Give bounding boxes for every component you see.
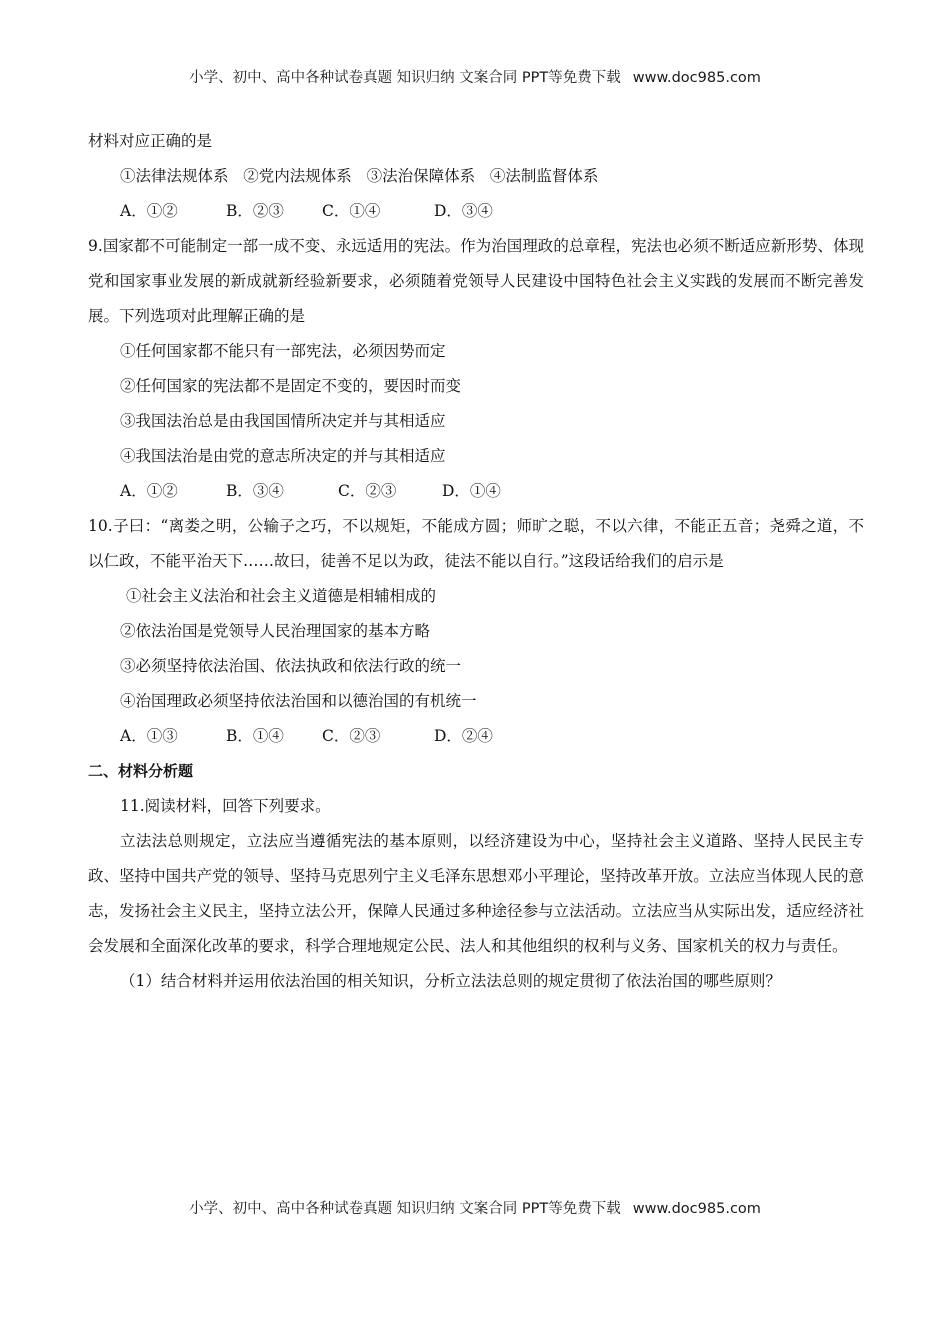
q9-options: [88, 474, 864, 509]
q9-option-c: C．②③: [338, 482, 397, 500]
q10-option-b: B．①④: [226, 727, 284, 745]
document-body: [88, 124, 864, 999]
q8-option-d: D．③④: [434, 202, 493, 220]
q10-item-1: ①社会主义法治和社会主义道德是相辅相成的: [126, 587, 437, 605]
q8-option-b: B．②③: [226, 202, 284, 220]
q10-option-d: D．②④: [434, 727, 493, 745]
q10-item-3: ③必须坚持依法治国、依法执政和依法行政的统一: [120, 657, 462, 675]
q8-items: [88, 159, 864, 194]
q10-options: [88, 719, 864, 754]
header-text: 小学、初中、高中各种试卷真题 知识归纳 文案合同 PPT等免费下载: [189, 70, 621, 86]
q9-item-3: ③我国法治总是由我国国情所决定并与其相适应: [120, 412, 446, 430]
q10-item-4: ④治国理政必须坚持依法治国和以德治国的有机统一: [120, 692, 477, 710]
q11-sub-question-1: （1）结合材料并运用依法治国的相关知识，分析立法法总则的规定贯彻了依法治国的哪些原则？: [120, 972, 781, 990]
q10-item-2: ②依法治国是党领导人民治理国家的基本方略: [120, 622, 431, 640]
page-header: [0, 66, 950, 87]
q10-option-c: C．②③: [322, 727, 381, 745]
q9-item-4: ④我国法治是由党的意志所决定的并与其相适应: [120, 447, 446, 465]
q8-options: [88, 194, 864, 229]
q11-intro: 11.阅读材料，回答下列要求。: [120, 797, 331, 815]
q9-item-2: ②任何国家的宪法都不是固定不变的，要因时而变: [120, 377, 462, 395]
q8-stem-tail: 材料对应正确的是: [88, 132, 213, 150]
footer-text: 小学、初中、高中各种试卷真题 知识归纳 文案合同 PPT等免费下载: [189, 1201, 621, 1217]
q10-option-a: A．①③: [120, 727, 178, 745]
q8-item-1: ①法律法规体系: [120, 167, 229, 185]
q8-item-4: ④法制监督体系: [489, 167, 599, 185]
q9-item-1: ①任何国家都不能只有一部宪法，必须因势而定: [120, 342, 446, 360]
header-site-link[interactable]: www.doc985.com: [632, 70, 761, 86]
q8-item-2: ②党内法规体系: [243, 167, 352, 185]
q8-item-3: ③法治保障体系: [366, 167, 476, 185]
q11-material: 立法法总则规定，立法应当遵循宪法的基本原则，以经济建设为中心，坚持社会主义道路、坚持人民民主专政、坚持中国共产党的领导、坚持马克思列宁主义毛泽东思想邓小平理论，坚持改革开放。立法应当体现人民的意志，发扬社会主义民主，坚持立法公开，保障人民通过多种途径参与立法活动。立法应当从实际出发，适应经济社会发展和全面深化改革的要求，科学合理地规定公民、法人和其他组织的权利与义务、国家机关的权力与责任。: [88, 832, 864, 955]
q8-option-c: C．①④: [322, 202, 381, 220]
page-footer: [0, 1197, 950, 1218]
q9-option-a: A．①②: [120, 482, 178, 500]
q9-option-d: D．①④: [442, 482, 501, 500]
q9-option-b: B．③④: [226, 482, 284, 500]
q8-option-a: A．①②: [120, 202, 178, 220]
q9-stem: 9.国家都不可能制定一部一成不变、永远适用的宪法。作为治国理政的总章程，宪法也必须不断适应新形势、体现党和国家事业发展的新成就新经验新要求，必须随着党领导人民建设中国特色社会主义实践的发展而不断完善发展。下列选项对此理解正确的是: [88, 237, 864, 325]
section-title: 二、材料分析题: [88, 762, 194, 780]
footer-site-link[interactable]: www.doc985.com: [632, 1201, 761, 1217]
q10-stem: 10.子曰：“离娄之明，公输子之巧，不以规矩，不能成方圆；师旷之聪，不以六律，不能正五音；尧舜之道，不以仁政，不能平治天下……故曰，徒善不足以为政，徒法不能以自行。”这段话给我们的启示是: [88, 517, 864, 570]
